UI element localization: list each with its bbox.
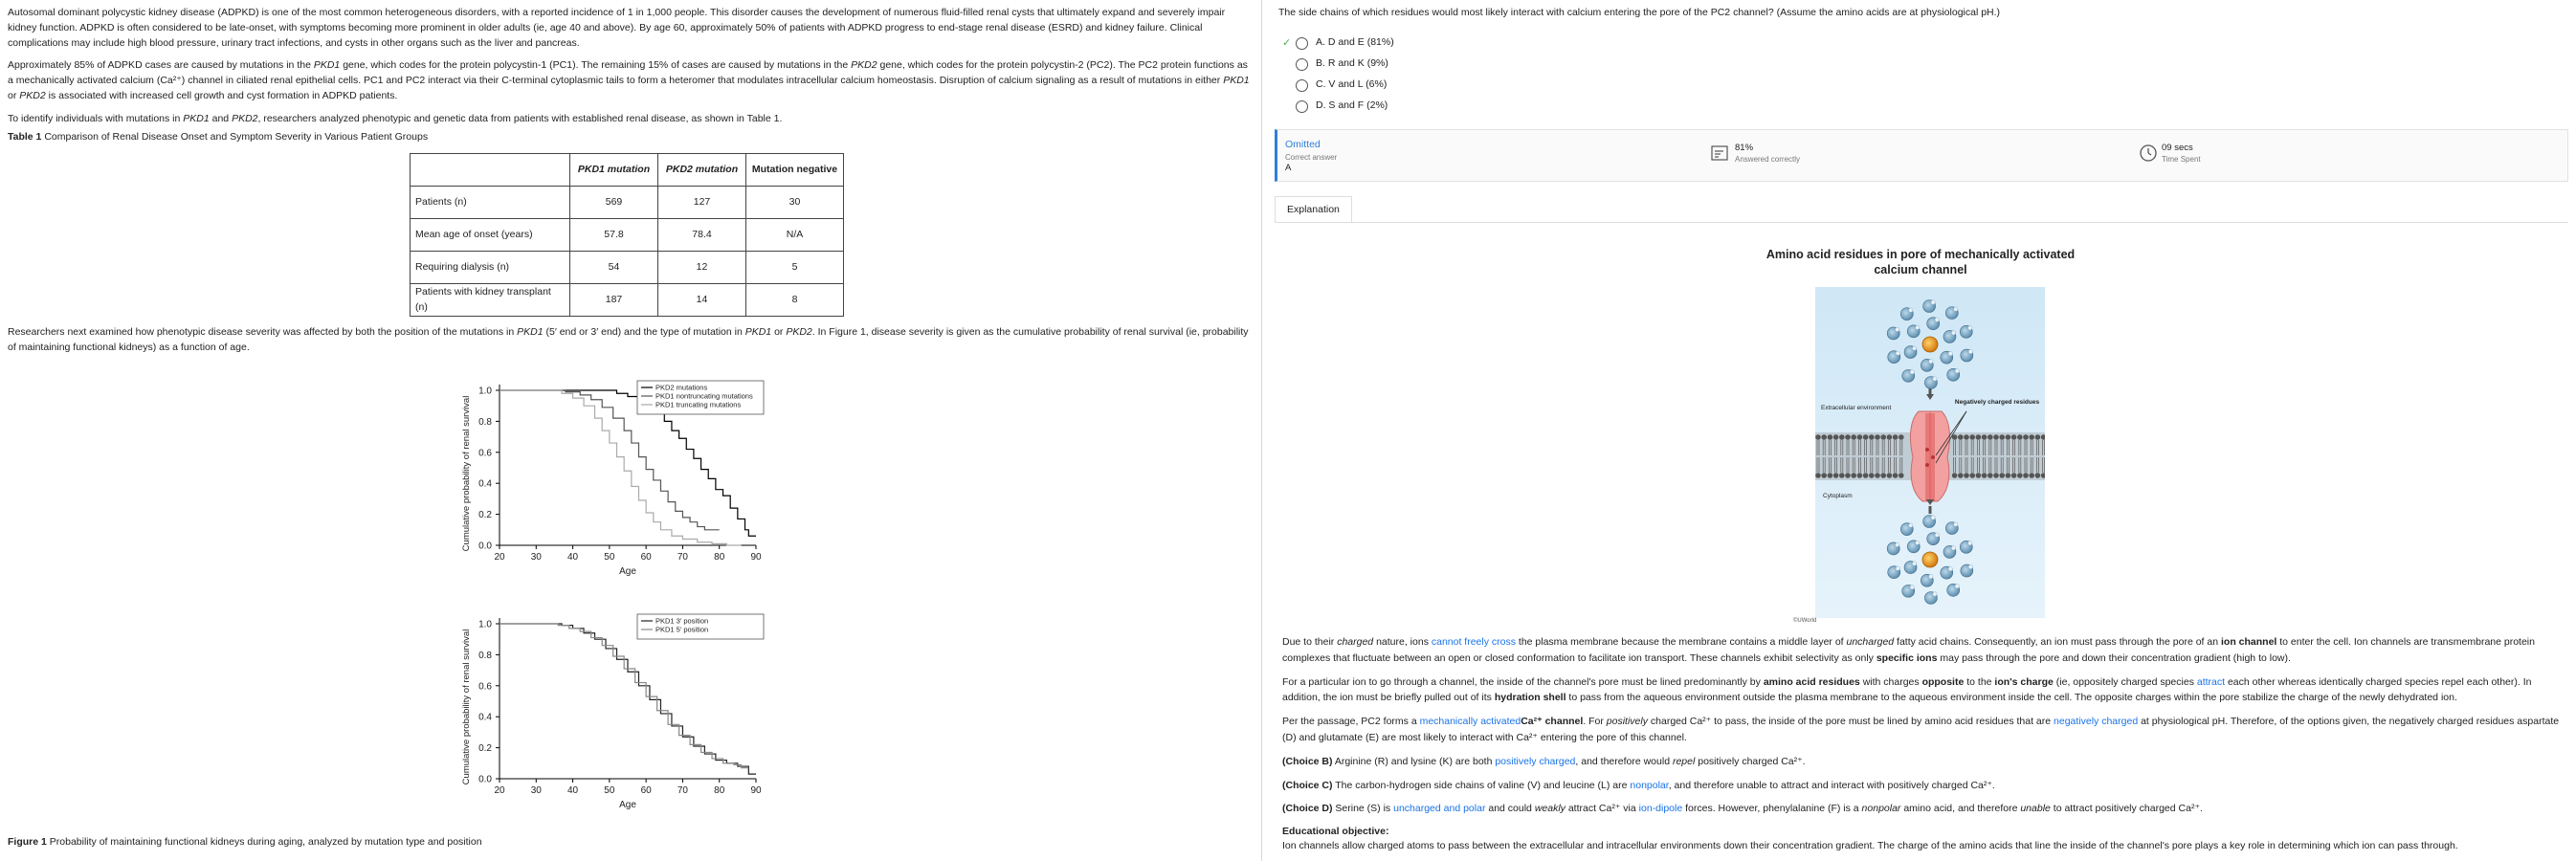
table-row-label: Patients (n) [411, 187, 570, 219]
figure-caption-text: Probability of maintaining functional kidneys during aging, analyzed by mutation type and position [46, 836, 482, 848]
lipid-head [2011, 434, 2017, 440]
y-tick-label: 0.8 [478, 416, 492, 428]
text-span: and [209, 112, 233, 124]
lipid-head [1958, 434, 1964, 440]
table-cell: 12 [658, 252, 746, 284]
hydrogen-atom [1929, 575, 1933, 579]
tab-explanation[interactable]: Explanation [1275, 196, 1352, 223]
survival-chart-mutation-position [450, 599, 794, 828]
choice-label: B. R and K (9%) [1316, 57, 1388, 70]
lipid-head [1988, 434, 1993, 440]
radio-button[interactable] [1296, 79, 1308, 92]
bold-term: hydration shell [1494, 692, 1566, 704]
explanation-paragraph-3 [1282, 714, 2565, 746]
hydrogen-atom [1896, 566, 1899, 570]
lipid-head [1839, 473, 1845, 478]
lipid-head [2029, 434, 2034, 440]
percent-label: Answered correctly [1735, 155, 1801, 165]
channel-protein [1911, 411, 1950, 501]
passage-paragraph-1: Autosomal dominant polycystic kidney disease (ADPKD) is one of the most common heterogeneous disorders, with a reported incidence of 1 in 1,000 people. This disorder causes the development of numerous fluid-filled renal cysts that ultimately expand and severely impair kidney function. ADPKD is often considered to be late-onset, with symptoms becoming more prominent in older adults (ie, age 40 and above). By age 60, approximately 50% of patients with ADPKD progress to end-stage renal disease (ESRD) and kidney failure. Clinical complications may include high blood pressure, urinary tract infections, and cysts in other organs such as the liver and pancreas. [8, 7, 1226, 49]
x-tick-label: 40 [567, 785, 579, 796]
emphasis: uncharged [1846, 636, 1895, 648]
y-tick-label: 0.6 [478, 681, 492, 693]
text-span: to the [1964, 675, 1995, 688]
text-span: and could [1485, 803, 1535, 815]
text-span: For a particular ion to go through a channel, the inside of the channel's pore must be lined predominantly by [1282, 675, 1764, 688]
bold-term: ion's charge [1994, 675, 2054, 688]
hydrogen-atom [1968, 326, 1972, 330]
x-tick-label: 30 [530, 785, 542, 796]
highlight-link[interactable]: positively charged [1495, 755, 1576, 767]
hydrogen-atom [1933, 592, 1937, 596]
text-span: is associated with increased cell growth and cyst formation in ADPKD patients. [45, 89, 398, 101]
highlight-link[interactable]: attract [2196, 675, 2226, 688]
lipid-head [1863, 434, 1869, 440]
lipid-head [1969, 434, 1975, 440]
y-tick-label: 0.6 [478, 448, 492, 459]
lipid-head [1993, 473, 1999, 478]
legend-entry: PKD1 5′ position [655, 625, 709, 634]
lipid-head [1880, 434, 1886, 440]
hydrogen-atom [1955, 585, 1959, 588]
lipid-head [2029, 473, 2034, 478]
hydrogen-atom [1933, 377, 1937, 381]
lipid-head [1857, 434, 1863, 440]
text-span: . For [1583, 716, 1607, 728]
y-tick-label: 0.8 [478, 650, 492, 661]
answer-status: Omitted [1285, 139, 1321, 150]
legend-entry: PKD1 nontruncating mutations [655, 391, 753, 401]
lipid-head [1869, 473, 1875, 478]
x-tick-label: 60 [640, 552, 652, 563]
question-panel [1275, 0, 2568, 861]
lipid-head [1880, 473, 1886, 478]
tab-underline [1275, 222, 2568, 223]
text-span: gene, which codes for the protein polycystin-1 (PC1). The remaining 15% of cases are caused by mutations in the [340, 59, 852, 72]
x-tick-label: 90 [750, 552, 762, 563]
choice-label-bold: (Choice C) [1282, 779, 1333, 791]
y-tick-label: 1.0 [478, 619, 492, 630]
legend-entry: PKD1 truncating mutations [655, 400, 742, 409]
lipid-head [2023, 473, 2029, 478]
table-cell: 57.8 [570, 219, 658, 252]
text-span: to enter the cell. Ion channels are transmembrane protein complexes that fluctuate between an open or closed conformation to facilitate ion transport. These channels exhibit selectivity as only [1282, 636, 2535, 664]
lipid-head [1833, 473, 1839, 478]
text-span: at physiological pH. Therefore, of the options given, the negatively charged residues aspartate (D) and glutamate (E) are most likely to interact with Ca²⁺ entering the pore of this channel. [1282, 716, 2560, 743]
survival-chart-mutation-type [450, 365, 794, 595]
answer-choice-d[interactable] [1282, 96, 1394, 117]
text-span: to attract positively charged Ca²⁺. [2050, 803, 2203, 815]
text-span: with charges [1859, 675, 1922, 688]
gene-name: PKD1 [744, 326, 772, 338]
emphasis: repel [1672, 755, 1696, 767]
choice-label-bold: (Choice B) [1282, 755, 1333, 767]
text-span: , and therefore unable to attract and interact with positively charged Ca²⁺. [1668, 779, 1995, 791]
figure-title: Amino acid residues in pore of mechanically activated calcium channel [1765, 248, 2076, 277]
series-line [500, 624, 756, 774]
x-tick-label: 80 [714, 552, 725, 563]
text-span: or [771, 326, 787, 338]
table-row [411, 219, 844, 252]
choice-c-explanation [1282, 778, 2565, 794]
answer-choice-b[interactable] [1282, 54, 1394, 75]
lipid-head [2017, 434, 2023, 440]
correct-check-icon: ✓ [1282, 36, 1292, 49]
percent-text [1735, 142, 1800, 165]
time-value: 09 secs [2162, 143, 2193, 153]
text-span: Serine (S) is [1332, 803, 1394, 815]
lipid-head [1851, 434, 1856, 440]
objective-label: Educational objective: [1282, 826, 1389, 838]
table-row-label: Patients with kidney transplant (n) [411, 284, 570, 317]
lipid-head [1899, 434, 1904, 440]
gene-name: PKD1 [1223, 75, 1250, 86]
table-cell: 187 [570, 284, 658, 317]
bold-term: amino acid residues [1763, 675, 1860, 688]
calcium-ion [1922, 337, 1938, 352]
highlight-link[interactable]: mechanically activated [1419, 716, 1521, 728]
text-span: each other whereas identically charged species repel each other). In addition, the ion must be briefly pulled out of its [1282, 675, 2532, 704]
lipid-head [1851, 473, 1856, 478]
table-row [411, 284, 844, 317]
legend-entry: PKD2 mutations [655, 383, 708, 392]
lipid-head [1952, 473, 1958, 478]
hydrogen-atom [1948, 566, 1952, 570]
lipid-head [1893, 434, 1899, 440]
copyright-text: ©UWorld [1793, 618, 1817, 624]
lipid-head [1887, 434, 1893, 440]
answer-choice-a[interactable] [1282, 33, 1394, 54]
y-tick-label: 0.4 [478, 478, 492, 490]
lipid-head [1833, 434, 1839, 440]
highlight-link[interactable]: ion-dipole [1638, 803, 1683, 815]
x-tick-label: 20 [494, 552, 505, 563]
lipid-head [2035, 473, 2041, 478]
table-cell: 127 [658, 187, 746, 219]
hydrogen-atom [1935, 533, 1939, 537]
lipid-head [1875, 473, 1880, 478]
lipid-head [1828, 473, 1833, 478]
negative-residues-label: Negatively charged residues [1954, 399, 2040, 406]
hydrogen-atom [1909, 523, 1913, 527]
y-tick-label: 0.2 [478, 510, 492, 521]
time-label: Time Spent [2162, 155, 2201, 165]
objective-text: Ion channels allow charged atoms to pass between the extracellular and intracellular environments down their concentration gradient. The charge of the amino acids that line the inside of the channel's pore plays a key role in determining which ion can pass through. [1282, 840, 2458, 852]
table-cell: 14 [658, 284, 746, 317]
lipid-head [1815, 434, 1821, 440]
hydrogen-atom [1968, 564, 1972, 568]
emphasis: nonpolar [1861, 803, 1901, 815]
lipid-head [2006, 473, 2011, 478]
lipid-head [2023, 434, 2029, 440]
table-cell: 78.4 [658, 219, 746, 252]
x-axis-label: Age [619, 566, 636, 577]
x-tick-label: 60 [640, 785, 652, 796]
lipid-head [2006, 434, 2011, 440]
choice-b-explanation [1282, 754, 2565, 770]
highlight-link[interactable]: uncharged and polar [1393, 803, 1486, 815]
y-tick-label: 0.4 [478, 712, 492, 723]
gene-name: PKD2 [786, 326, 812, 338]
text-span: may pass through the pore and down their concentration gradient (high to low). [1937, 651, 2291, 664]
figure-caption [8, 835, 482, 850]
hydrogen-atom [1931, 300, 1935, 304]
lipid-head [1964, 473, 1969, 478]
time-block [2139, 142, 2201, 165]
extracellular-label: Extracellular environment [1821, 405, 1892, 411]
table-caption-text: Comparison of Renal Disease Onset and Symptom Severity in Various Patient Groups [41, 131, 429, 144]
hydrogen-atom [1896, 351, 1899, 355]
explanation-body [1282, 634, 2565, 854]
table-header [570, 154, 658, 187]
x-tick-label: 50 [604, 552, 615, 563]
cytoplasm-label: Cytoplasm [1823, 493, 1853, 499]
hydrogen-atom [1951, 546, 1955, 550]
text-span: , and therefore would [1575, 755, 1673, 767]
radio-button[interactable] [1296, 37, 1308, 50]
lipid-head [1952, 434, 1958, 440]
lipid-head [1964, 434, 1969, 440]
x-tick-label: 50 [604, 785, 615, 796]
text-span: Due to their [1282, 636, 1338, 648]
lipid-head [1857, 473, 1863, 478]
emphasis: positively [1606, 716, 1648, 728]
table-row-label: Mean age of onset (years) [411, 219, 570, 252]
ion-channel-illustration [1815, 287, 2045, 618]
hydrogen-atom [1954, 307, 1958, 311]
table-corner-cell [411, 154, 570, 187]
x-tick-label: 20 [494, 785, 505, 796]
status-block [1285, 138, 1337, 176]
x-tick-label: 90 [750, 785, 762, 796]
y-tick-label: 0.0 [478, 774, 492, 785]
lipid-head [1982, 434, 1988, 440]
explanation-paragraph-2 [1282, 674, 2565, 707]
bold-term: specific ions [1876, 651, 1938, 664]
hydrogen-atom [1912, 346, 1916, 350]
hydrogen-atom [1895, 542, 1899, 546]
text-span: . In Figure 1, disease severity is given as the cumulative probability of renal survival (ie, probability of maintaining functional kidneys) as a function of age. [8, 326, 1249, 353]
data-table [410, 153, 844, 317]
table-cell: 8 [746, 284, 844, 317]
table-header: Mutation negative [746, 154, 844, 187]
gene-name: PKD1 [313, 59, 341, 72]
hydrogen-atom [1895, 327, 1899, 331]
percent-value: 81% [1735, 143, 1754, 153]
lipid-head [1815, 473, 1821, 478]
hydrogen-atom [1910, 585, 1914, 589]
highlight-link[interactable]: negatively charged [2054, 716, 2139, 728]
hydrogen-atom [1916, 541, 1920, 544]
hydrogen-atom [1951, 331, 1955, 335]
table-cell: N/A [746, 219, 844, 252]
table-header-text: PKD1 mutation [577, 163, 651, 175]
table-cell: 569 [570, 187, 658, 219]
bold-term: opposite [1921, 675, 1965, 688]
hydrogen-atom [1916, 325, 1920, 329]
passage-paragraph-3 [8, 112, 1254, 127]
gene-name: PKD1 [517, 326, 544, 338]
choice-label: A. D and E (81%) [1316, 36, 1394, 49]
text-span: to pass from the aqueous environment outside the plasma membrane to the aqueous environment inside the cell. The opposite charges within the pore stabilize the charge of the newly dehydrated ion. [1566, 692, 2457, 704]
answer-stats-bar [1275, 129, 2568, 182]
text-span: The carbon-hydrogen side chains of valine (V) and leucine (L) are [1332, 779, 1631, 791]
hydrogen-atom [1968, 349, 1972, 353]
emphasis: charged [1337, 636, 1374, 648]
hydrogen-atom [1955, 369, 1959, 373]
y-axis-label: Cumulative probability of renal survival [461, 629, 472, 785]
text-span: fatty acid chains. Consequently, an ion must pass through the pore of an [1894, 636, 2221, 648]
percent-block [1710, 142, 1800, 165]
text-span: the plasma membrane because the membrane contains a middle layer of [1515, 636, 1847, 648]
educational-objective [1282, 825, 2565, 853]
text-span: charged Ca²⁺ to pass, the inside of the pore must be lined by amino acid residues that are [1647, 716, 2054, 728]
x-axis-label: Age [619, 800, 636, 810]
calcium-ion [1922, 552, 1938, 567]
correct-answer-label: Correct answer [1285, 152, 1338, 162]
lipid-head [2035, 434, 2041, 440]
answer-choices [1282, 33, 1394, 117]
choice-label-bold: (Choice D) [1282, 803, 1333, 815]
hydrogen-atom [1910, 370, 1914, 374]
text-span: (5′ end or 3′ end) and the type of mutation in [543, 326, 745, 338]
table-caption-label: Table 1 [8, 131, 42, 144]
choice-label: C. V and L (6%) [1316, 78, 1388, 91]
lipid-head [1993, 434, 1999, 440]
hydrogen-atom [1968, 541, 1972, 545]
text-span: To identify individuals with mutations in [8, 112, 184, 124]
lipid-head [1887, 473, 1893, 478]
text-span: amino acid, and therefore [1900, 803, 2021, 815]
text-span: (ie, oppositely charged species [2053, 675, 2197, 688]
table-caption [8, 130, 1254, 145]
lipid-head [1845, 473, 1851, 478]
passage-paragraph-2 [8, 58, 1254, 103]
figure-caption-label: Figure 1 [8, 836, 47, 848]
choice-d-explanation [1282, 801, 2565, 817]
lipid-head [1999, 473, 2005, 478]
table-row-label: Requiring dialysis (n) [411, 252, 570, 284]
time-text [2162, 142, 2201, 165]
gene-name: PKD2 [232, 112, 258, 124]
panel-divider[interactable] [1261, 0, 1262, 861]
text-span: attract Ca²⁺ via [1565, 803, 1639, 815]
bar-chart-icon [1710, 144, 1729, 163]
y-tick-label: 1.0 [478, 386, 492, 397]
text-span: forces. However, phenylalanine (F) is a [1682, 803, 1862, 815]
text-span: or [8, 89, 20, 101]
table-cell: 5 [746, 252, 844, 284]
radio-button[interactable] [1296, 100, 1308, 113]
clock-icon [2139, 144, 2158, 163]
table-cell: 54 [570, 252, 658, 284]
x-tick-label: 80 [714, 785, 725, 796]
lipid-head [1969, 473, 1975, 478]
lipid-head [1869, 434, 1875, 440]
lipid-head [1821, 473, 1827, 478]
lipid-head [2017, 473, 2023, 478]
lipid-head [1976, 434, 1982, 440]
text-span: gene, which codes for the protein polycystin-2 (PC2). The PC2 protein functions as a mechanically activated calcium (Ca²⁺) channel in ciliated renal epithelial cells. PC1 and PC2 interact via their C-terminal cytoplasmic tails to form a heteromer that modulates intracellular calcium homeostasis. Disruption of calcium signaling as a result of mutations in either [8, 59, 1248, 86]
table-header-text: PKD2 mutation [665, 163, 739, 175]
lipid-head [1845, 434, 1851, 440]
gene-name: PKD2 [851, 59, 877, 72]
table-cell: 30 [746, 187, 844, 219]
lipid-head [1863, 473, 1869, 478]
legend-entry: PKD1 3′ position [655, 616, 709, 626]
hydrogen-atom [1912, 562, 1916, 565]
lipid-head [1958, 473, 1964, 478]
lipid-head [2011, 473, 2017, 478]
series-line [500, 624, 748, 768]
choice-label: D. S and F (2%) [1316, 99, 1388, 112]
highlight-link[interactable]: nonpolar [1630, 779, 1669, 791]
gene-name: PKD2 [19, 89, 46, 101]
text-span: Researchers next examined how phenotypic disease severity was affected by both the position of the mutations in [8, 326, 518, 338]
lipid-head [1893, 473, 1899, 478]
explanation-paragraph-1 [1282, 634, 2565, 667]
lipid-head [1982, 473, 1988, 478]
x-tick-label: 70 [677, 552, 688, 563]
x-tick-label: 70 [677, 785, 688, 796]
lipid-head [1988, 473, 1993, 478]
hydrogen-atom [1954, 522, 1958, 526]
table-row [411, 252, 844, 284]
lipid-head [1875, 434, 1880, 440]
lipid-head [1839, 434, 1845, 440]
hydrogen-atom [1909, 308, 1913, 312]
emphasis: unable [2020, 803, 2051, 815]
bold-term: ion channel [2220, 636, 2277, 648]
correct-answer-value: A [1285, 163, 1292, 174]
emphasis: weakly [1534, 803, 1566, 815]
lipid-head [1828, 434, 1833, 440]
text-span: , researchers analyzed phenotypic and genetic data from patients with established renal disease, as shown in Table 1. [257, 112, 783, 124]
y-tick-label: 0.2 [478, 743, 492, 755]
table-row [411, 187, 844, 219]
text-span: positively charged Ca²⁺. [1695, 755, 1806, 767]
highlight-link[interactable]: cannot freely cross [1431, 636, 1516, 648]
y-tick-label: 0.0 [478, 541, 492, 552]
text-span: Per the passage, PC2 forms a [1282, 716, 1420, 728]
hydrogen-atom [1929, 360, 1933, 364]
x-tick-label: 30 [530, 552, 542, 563]
hydrogen-atom [1948, 351, 1952, 355]
table-header-row [411, 154, 844, 187]
lipid-head [1976, 473, 1982, 478]
hydrogen-atom [1935, 318, 1939, 321]
hydrogen-atom [1931, 516, 1935, 519]
text-span: Approximately 85% of ADPKD cases are caused by mutations in the [8, 59, 314, 72]
table-header [658, 154, 746, 187]
gene-name: PKD1 [183, 112, 210, 124]
text-span: Arginine (R) and lysine (K) are both [1332, 755, 1496, 767]
answer-choice-c[interactable] [1282, 75, 1394, 96]
text-span: nature, ions [1373, 636, 1432, 648]
y-axis-label: Cumulative probability of renal survival [461, 395, 472, 552]
x-tick-label: 40 [567, 552, 579, 563]
bold-term: Ca²⁺ channel [1521, 716, 1584, 728]
research-paragraph [8, 325, 1252, 356]
radio-button[interactable] [1296, 58, 1308, 71]
question-stem: The side chains of which residues would most likely interact with calcium entering the pore of the PC2 channel? (Assume the amino acids are at physiological pH.) [1278, 7, 2001, 18]
lipid-head [1999, 434, 2005, 440]
lipid-head [1821, 434, 1827, 440]
lipid-head [1899, 473, 1904, 478]
